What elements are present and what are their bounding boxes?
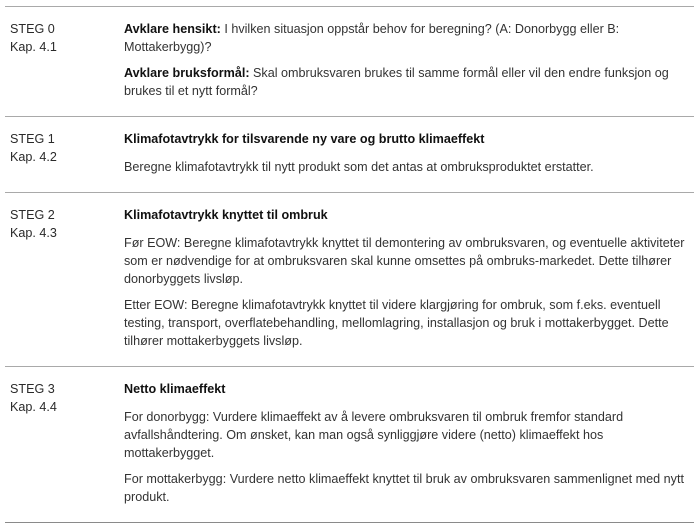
step-paragraph: For donorbygg: Vurdere klimaeffekt av å levere ombruksvaren til ombruk fremfor standard avfallshåndtering. Om ønsket, kan man også synliggjøre videre (netto) klimaeffekt hos mottakerbygget.	[124, 410, 624, 460]
step-number: STEG 2	[10, 208, 55, 222]
step-chapter: Kap. 4.1	[10, 40, 57, 54]
step-row-3	[5, 367, 694, 523]
step-content	[124, 367, 694, 522]
step-heading: Klimafotavtrykk knyttet til ombruk	[124, 208, 328, 222]
step-lead: Avklare hensikt:	[124, 22, 221, 36]
step-heading: Netto klimaeffekt	[124, 382, 226, 396]
step-text: Skal ombruksvaren brukes til samme formål eller vil den endre funksjon og brukes til et nytt formål?	[124, 66, 669, 98]
step-number: STEG 3	[10, 382, 55, 396]
step-chapter: Kap. 4.3	[10, 226, 57, 240]
step-row-1	[5, 117, 694, 193]
step-row-2	[5, 193, 694, 367]
step-row-0	[5, 7, 694, 117]
step-label	[5, 367, 124, 522]
step-content	[124, 7, 694, 116]
step-paragraph: Før EOW: Beregne klimafotavtrykk knyttet til demontering av ombruksvaren, og eventuelle aktiviteter som er nødvendige for at ombruksvaren skal kunne omsettes på ombruks-markedet. Dette tilhører donorbyggets livsløp.	[124, 236, 685, 286]
step-paragraph: For mottakerbygg: Vurdere netto klimaeffekt knyttet til bruk av ombruksvaren sammenlignet med nytt produkt.	[124, 472, 684, 504]
step-paragraph: Beregne klimafotavtrykk til nytt produkt som det antas at ombruksproduktet erstatter.	[124, 160, 594, 174]
step-heading: Klimafotavtrykk for tilsvarende ny vare og brutto klimaeffekt	[124, 132, 485, 146]
step-label	[5, 193, 124, 366]
step-text: I hvilken situasjon oppstår behov for beregning? (A: Donorbygg eller B: Mottakerbygg)?	[124, 22, 620, 54]
step-paragraph	[124, 64, 688, 100]
steps-table	[5, 6, 694, 523]
step-content	[124, 117, 694, 192]
step-number: STEG 1	[10, 132, 55, 146]
step-paragraph: Etter EOW: Beregne klimafotavtrykk knyttet til videre klargjøring for ombruk, som f.eks. eventuell testing, transport, overflatebehandling, mellomlagring, installasjon og bruk i mottakerbygget. Dette tilhører mottakerbyggets livsløp.	[124, 298, 669, 348]
step-lead: Avklare bruksformål:	[124, 66, 250, 80]
step-number: STEG 0	[10, 22, 55, 36]
step-chapter: Kap. 4.2	[10, 150, 57, 164]
step-paragraph	[124, 20, 688, 56]
step-content	[124, 193, 694, 366]
step-label	[5, 7, 124, 116]
step-label	[5, 117, 124, 192]
step-chapter: Kap. 4.4	[10, 400, 57, 414]
